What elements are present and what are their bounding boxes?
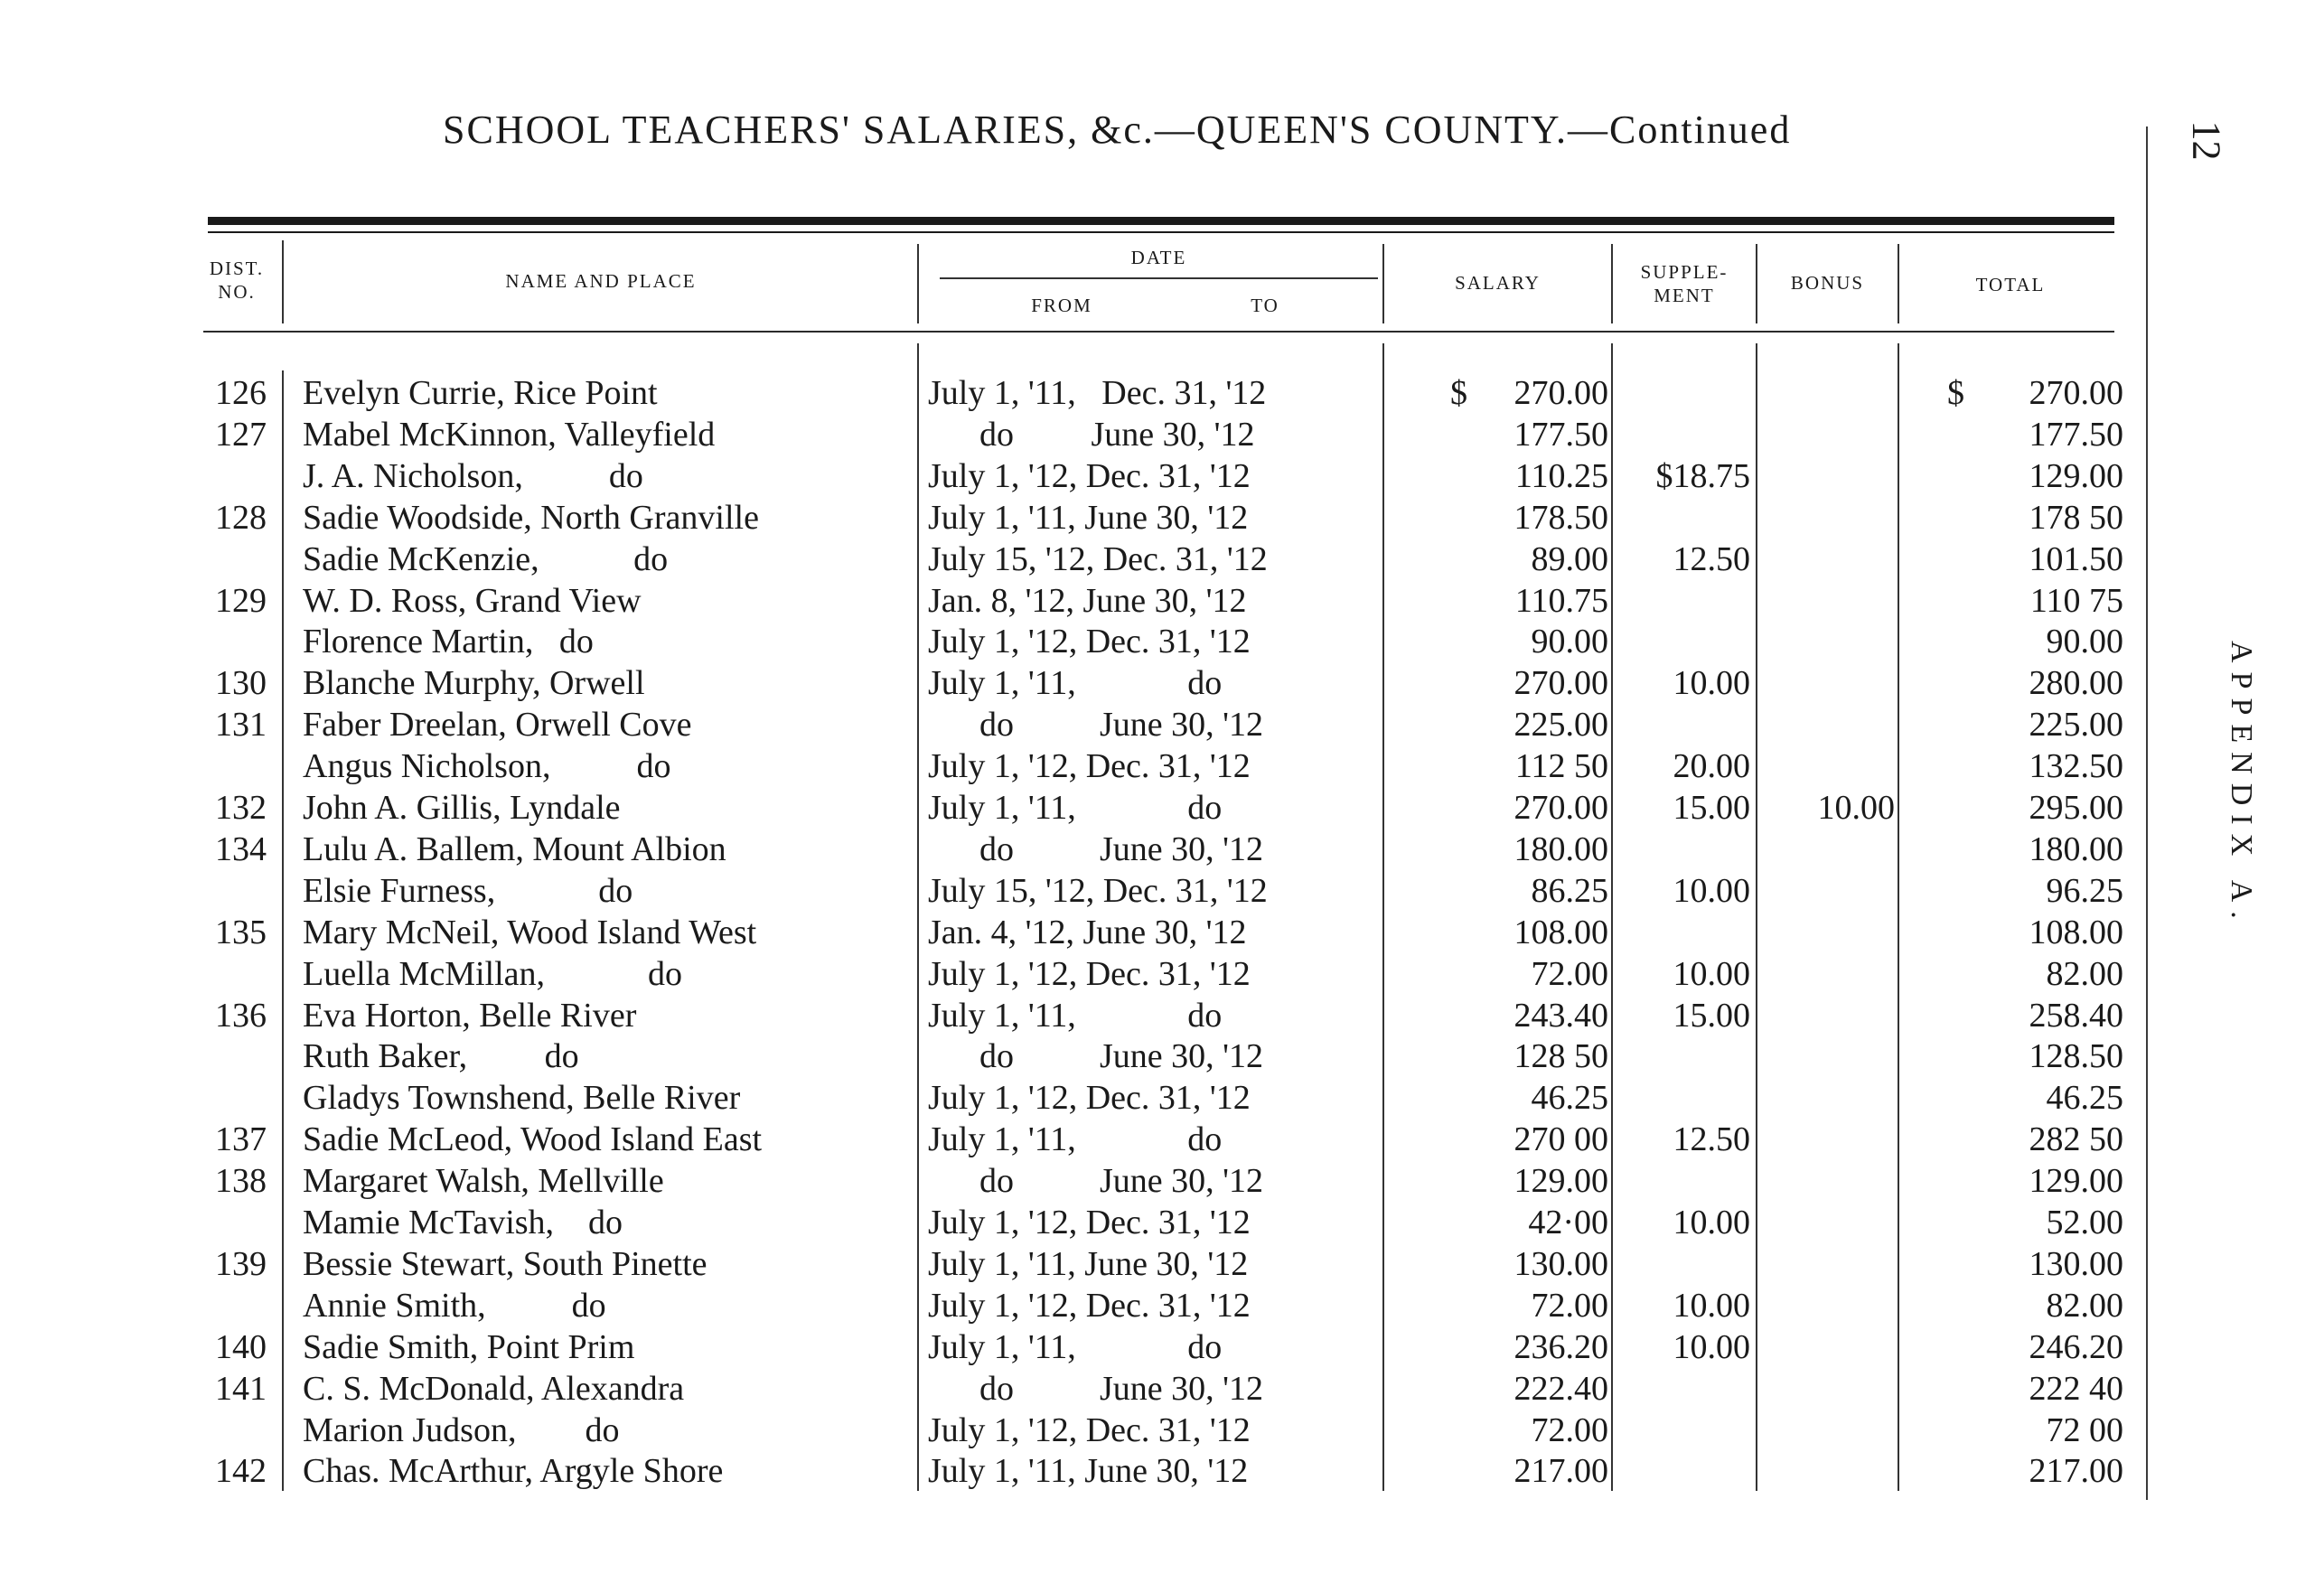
dist-number: 140 bbox=[215, 1327, 267, 1366]
table-row bbox=[0, 1450, 2324, 1492]
dist-number: 132 bbox=[215, 789, 267, 827]
table-row bbox=[0, 912, 2324, 953]
dist-number: 139 bbox=[215, 1244, 267, 1283]
salary-value: 108.00 bbox=[1513, 913, 1608, 951]
supplement-value: $18.75 bbox=[1655, 456, 1750, 495]
date-range: July 1, '12, Dec. 31, '12 bbox=[928, 1286, 1251, 1325]
teacher-name-place: Gladys Townshend, Belle River bbox=[303, 1079, 741, 1118]
salary-value: 243.40 bbox=[1513, 996, 1608, 1035]
date-range: July 1, '11, do bbox=[928, 996, 1223, 1035]
teacher-name-place: Mabel McKinnon, Valleyfield bbox=[303, 415, 716, 454]
teacher-name-place: Mamie McTavish, do bbox=[303, 1204, 623, 1241]
table-row bbox=[0, 745, 2324, 787]
dist-number: 128 bbox=[215, 498, 267, 537]
teacher-name-place: Sadie McKenzie, do bbox=[303, 539, 669, 578]
teacher-name-place: Marion Judson, do bbox=[303, 1410, 620, 1449]
total-value: 270.00 bbox=[2029, 374, 2123, 412]
table-row bbox=[0, 870, 2324, 912]
page-title: SCHOOL TEACHERS' SALARIES, &c.—QUEEN'S COUNTY.—Continued bbox=[443, 108, 1792, 152]
teacher-name-place: Annie Smith, do bbox=[303, 1286, 606, 1325]
table-row bbox=[0, 1035, 2324, 1077]
supplement-value: 10.00 bbox=[1673, 1327, 1750, 1366]
teacher-name-place: Florence Martin, do bbox=[303, 623, 594, 661]
supplement-value: 10.00 bbox=[1673, 1204, 1750, 1241]
teacher-name-place: Evelyn Currie, Rice Point bbox=[303, 374, 658, 412]
table-row bbox=[0, 1368, 2324, 1410]
header-dist-line2: NO. bbox=[218, 281, 256, 303]
header-separator bbox=[1611, 244, 1613, 323]
total-value: 225.00 bbox=[2029, 706, 2123, 745]
teacher-name-place: Eva Horton, Belle River bbox=[303, 996, 637, 1035]
salary-value: 42·00 bbox=[1528, 1204, 1608, 1241]
table-row bbox=[0, 455, 2324, 497]
teacher-name-place: Sadie Woodside, North Granville bbox=[303, 498, 759, 537]
salary-dollar-sign: $ bbox=[1450, 374, 1467, 412]
dist-number: 138 bbox=[215, 1162, 267, 1201]
salary-value: 180.00 bbox=[1513, 829, 1608, 868]
table-row bbox=[0, 372, 2324, 414]
dist-number: 142 bbox=[215, 1452, 267, 1491]
teacher-name-place: John A. Gillis, Lyndale bbox=[303, 789, 621, 827]
header-bonus: BONUS bbox=[1790, 272, 1865, 294]
teacher-name-place: W. D. Ross, Grand View bbox=[303, 581, 642, 620]
top-thick-rule bbox=[208, 217, 2114, 225]
table-row bbox=[0, 1326, 2324, 1368]
table-row bbox=[0, 621, 2324, 662]
salary-value: 270 00 bbox=[1513, 1120, 1608, 1159]
header-dist bbox=[201, 257, 273, 304]
salary-value: 178.50 bbox=[1513, 498, 1608, 537]
date-range: July 15, '12, Dec. 31, '12 bbox=[928, 539, 1268, 578]
date-range: July 1, '11, do bbox=[928, 664, 1223, 703]
total-value: 101.50 bbox=[2029, 539, 2123, 578]
date-range: July 1, '11, do bbox=[928, 789, 1223, 827]
date-range: July 15, '12, Dec. 31, '12 bbox=[928, 871, 1268, 910]
teacher-name-place: Faber Dreelan, Orwell Cove bbox=[303, 706, 692, 745]
teacher-name-place: J. A. Nicholson, do bbox=[303, 456, 643, 495]
table-row bbox=[0, 1119, 2324, 1160]
table-row bbox=[0, 662, 2324, 704]
table-row bbox=[0, 995, 2324, 1036]
header-date-divider bbox=[940, 277, 1378, 279]
header-separator bbox=[1756, 244, 1757, 323]
bonus-value: 10.00 bbox=[1817, 789, 1895, 827]
salary-value: 72.00 bbox=[1531, 1286, 1608, 1325]
dist-number: 126 bbox=[215, 374, 267, 412]
dist-number: 130 bbox=[215, 664, 267, 703]
date-range: July 1, '11, June 30, '12 bbox=[928, 1244, 1249, 1283]
date-range: do June 30, '12 bbox=[928, 829, 1264, 868]
date-range: July 1, '12, Dec. 31, '12 bbox=[928, 1410, 1251, 1449]
table-row bbox=[0, 580, 2324, 622]
supplement-value: 15.00 bbox=[1673, 996, 1750, 1035]
dist-number: 134 bbox=[215, 829, 267, 868]
date-range: July 1, '11, do bbox=[928, 1327, 1223, 1366]
teacher-name-place: Sadie Smith, Point Prim bbox=[303, 1327, 635, 1366]
table-row bbox=[0, 1243, 2324, 1285]
header-total: TOTAL bbox=[1975, 274, 2046, 295]
date-range: July 1, '12, Dec. 31, '12 bbox=[928, 1079, 1251, 1118]
date-range: do June 30, '12 bbox=[928, 415, 1255, 454]
header-separator bbox=[1898, 244, 1899, 323]
date-range: do June 30, '12 bbox=[928, 1037, 1264, 1076]
teacher-name-place: Lulu A. Ballem, Mount Albion bbox=[303, 829, 726, 868]
date-range: July 1, '12, Dec. 31, '12 bbox=[928, 747, 1251, 786]
teacher-name-place: Sadie McLeod, Wood Island East bbox=[303, 1120, 763, 1159]
appendix-side-note: APPENDIX A. bbox=[2225, 641, 2258, 928]
teacher-name-place: Mary McNeil, Wood Island West bbox=[303, 913, 757, 951]
total-value: 295.00 bbox=[2029, 789, 2123, 827]
table-row bbox=[0, 787, 2324, 829]
total-value: 108.00 bbox=[2029, 913, 2123, 951]
table-row bbox=[0, 1160, 2324, 1202]
salary-value: 222.40 bbox=[1513, 1369, 1608, 1408]
header-dist-line1: DIST. bbox=[209, 258, 265, 279]
date-range: July 1, '11, Dec. 31, '12 bbox=[928, 374, 1267, 412]
date-range: do June 30, '12 bbox=[928, 1162, 1264, 1201]
salary-value: 270.00 bbox=[1513, 374, 1608, 412]
salary-value: 236.20 bbox=[1513, 1327, 1608, 1366]
date-range: July 1, '11, do bbox=[928, 1120, 1223, 1159]
table-row bbox=[0, 953, 2324, 995]
total-value: 90.00 bbox=[2046, 623, 2123, 661]
header-name-place: NAME AND PLACE bbox=[505, 270, 697, 292]
teacher-name-place: Margaret Walsh, Mellville bbox=[303, 1162, 664, 1201]
header-supplement bbox=[1613, 260, 1756, 307]
salary-value: 89.00 bbox=[1531, 539, 1608, 578]
total-value: 177.50 bbox=[2029, 415, 2123, 454]
salary-value: 128 50 bbox=[1513, 1037, 1608, 1076]
date-range: July 1, '12, Dec. 31, '12 bbox=[928, 954, 1251, 993]
total-value: 132.50 bbox=[2029, 747, 2123, 786]
date-range: do June 30, '12 bbox=[928, 1369, 1264, 1408]
table-row bbox=[0, 1410, 2324, 1451]
salary-value: 225.00 bbox=[1513, 706, 1608, 745]
header-from: FROM bbox=[1031, 295, 1092, 316]
salary-value: 270.00 bbox=[1513, 789, 1608, 827]
date-range: July 1, '12, Dec. 31, '12 bbox=[928, 1204, 1251, 1241]
supplement-value: 20.00 bbox=[1673, 747, 1750, 786]
supplement-value: 15.00 bbox=[1673, 789, 1750, 827]
total-dollar-sign: $ bbox=[1947, 374, 1964, 412]
header-to: TO bbox=[1251, 295, 1279, 316]
total-value: 280.00 bbox=[2029, 664, 2123, 703]
dist-number: 129 bbox=[215, 581, 267, 620]
total-value: 258.40 bbox=[2029, 996, 2123, 1035]
table-row bbox=[0, 704, 2324, 745]
date-range: do June 30, '12 bbox=[928, 706, 1264, 745]
salary-value: 129.00 bbox=[1513, 1162, 1608, 1201]
header-date: DATE bbox=[1130, 247, 1187, 268]
teacher-name-place: Blanche Murphy, Orwell bbox=[303, 664, 645, 703]
page-number: 12 bbox=[2184, 120, 2229, 161]
salary-value: 112 50 bbox=[1514, 747, 1608, 786]
salary-value: 270.00 bbox=[1513, 664, 1608, 703]
total-value: 178 50 bbox=[2029, 498, 2123, 537]
total-value: 110 75 bbox=[2029, 581, 2123, 620]
date-range: July 1, '11, June 30, '12 bbox=[928, 498, 1249, 537]
supplement-value: 12.50 bbox=[1673, 1120, 1750, 1159]
header-separator bbox=[282, 240, 284, 323]
teacher-name-place: Luella McMillan, do bbox=[303, 954, 683, 993]
table-row bbox=[0, 829, 2324, 870]
teacher-name-place: Elsie Furness, do bbox=[303, 871, 633, 910]
teacher-name-place: C. S. McDonald, Alexandra bbox=[303, 1369, 685, 1408]
table-row bbox=[0, 1077, 2324, 1119]
total-value: 82.00 bbox=[2046, 1286, 2123, 1325]
dist-number: 127 bbox=[215, 415, 267, 454]
date-range: July 1, '11, June 30, '12 bbox=[928, 1452, 1249, 1491]
header-supplement-line2: MENT bbox=[1654, 285, 1715, 306]
total-value: 96.25 bbox=[2046, 871, 2123, 910]
total-value: 217.00 bbox=[2029, 1452, 2123, 1491]
supplement-value: 10.00 bbox=[1673, 664, 1750, 703]
header-supplement-line1: SUPPLE- bbox=[1640, 261, 1729, 283]
total-value: 82.00 bbox=[2046, 954, 2123, 993]
header-bottom-rule bbox=[203, 331, 2114, 333]
total-value: 222 40 bbox=[2029, 1369, 2123, 1408]
dist-number: 135 bbox=[215, 913, 267, 951]
teacher-name-place: Angus Nicholson, do bbox=[303, 747, 671, 786]
total-value: 52.00 bbox=[2046, 1204, 2123, 1241]
header-salary: SALARY bbox=[1455, 272, 1541, 294]
total-value: 72 00 bbox=[2046, 1410, 2123, 1449]
salary-value: 177.50 bbox=[1513, 415, 1608, 454]
date-range: July 1, '12, Dec. 31, '12 bbox=[928, 456, 1251, 495]
supplement-value: 10.00 bbox=[1673, 1286, 1750, 1325]
salary-value: 110.25 bbox=[1514, 456, 1608, 495]
dist-number: 131 bbox=[215, 706, 267, 745]
dist-number: 136 bbox=[215, 996, 267, 1035]
total-value: 246.20 bbox=[2029, 1327, 2123, 1366]
salary-value: 130.00 bbox=[1513, 1244, 1608, 1283]
supplement-value: 10.00 bbox=[1673, 954, 1750, 993]
header-separator bbox=[917, 244, 919, 323]
table-row bbox=[0, 414, 2324, 455]
total-value: 129.00 bbox=[2029, 1162, 2123, 1201]
salary-value: 90.00 bbox=[1531, 623, 1608, 661]
supplement-value: 10.00 bbox=[1673, 871, 1750, 910]
teacher-name-place: Chas. McArthur, Argyle Shore bbox=[303, 1452, 724, 1491]
total-value: 282 50 bbox=[2029, 1120, 2123, 1159]
salary-value: 72.00 bbox=[1531, 1410, 1608, 1449]
total-value: 129.00 bbox=[2029, 456, 2123, 495]
header-separator bbox=[1382, 244, 1384, 323]
table-row bbox=[0, 1202, 2324, 1243]
salary-value: 46.25 bbox=[1531, 1079, 1608, 1118]
date-range: Jan. 4, '12, June 30, '12 bbox=[928, 913, 1247, 951]
salary-value: 217.00 bbox=[1513, 1452, 1608, 1491]
total-value: 130.00 bbox=[2029, 1244, 2123, 1283]
salary-value: 72.00 bbox=[1531, 954, 1608, 993]
total-value: 180.00 bbox=[2029, 829, 2123, 868]
total-value: 128.50 bbox=[2029, 1037, 2123, 1076]
salary-value: 110.75 bbox=[1514, 581, 1608, 620]
salary-value: 86.25 bbox=[1531, 871, 1608, 910]
dist-number: 137 bbox=[215, 1120, 267, 1159]
teacher-name-place: Bessie Stewart, South Pinette bbox=[303, 1244, 708, 1283]
date-range: July 1, '12, Dec. 31, '12 bbox=[928, 623, 1251, 661]
table-row bbox=[0, 539, 2324, 580]
top-thin-rule bbox=[208, 231, 2114, 233]
table-row bbox=[0, 1285, 2324, 1326]
table-row bbox=[0, 497, 2324, 539]
supplement-value: 12.50 bbox=[1673, 539, 1750, 578]
dist-number: 141 bbox=[215, 1369, 267, 1408]
total-value: 46.25 bbox=[2046, 1079, 2123, 1118]
teacher-name-place: Ruth Baker, do bbox=[303, 1037, 579, 1076]
date-range: Jan. 8, '12, June 30, '12 bbox=[928, 581, 1247, 620]
